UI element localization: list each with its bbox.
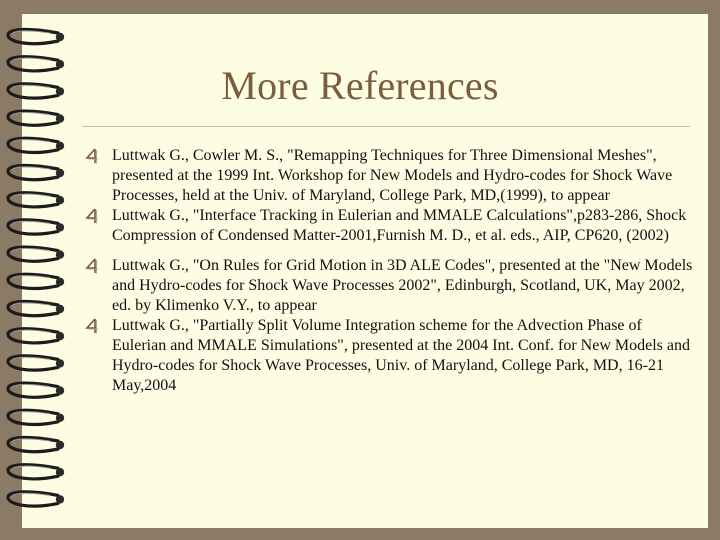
- reference-text: Luttwak G., Cowler M. S., "Remapping Techniques for Three Dimensional Meshes", presented at the 1999 Int. Workshop for New Models and Hydro-codes for Shock Wave Processes, held at the Univ. of Maryland, College Park, MD,(1999), to appear: [112, 147, 673, 204]
- reference-item: [84, 206, 696, 246]
- spiral-ring: [8, 29, 64, 43]
- slide-title: More References: [221, 63, 499, 108]
- spiral-ring: [8, 165, 64, 179]
- reference-item: [84, 256, 696, 316]
- reference-text: Luttwak G., "Interface Tracking in Eulerian and MMALE Calculations",p283-286, Shock Compression of Condensed Matter-2001,Furnish M. D., et al. eds., AIP, CP620, (2002): [112, 207, 687, 244]
- spiral-ring: [8, 193, 64, 207]
- bullet-icon: [84, 207, 102, 225]
- spiral-ring: [8, 111, 64, 125]
- spiral-ring: [8, 247, 64, 261]
- spiral-ring: [8, 329, 64, 343]
- bullet-icon: [84, 147, 102, 165]
- reference-text: Luttwak G., "Partially Split Volume Integration scheme for the Advection Phase of Eulerian and MMALE Simulations", presented at the 2004 Int. Conf. for New Models and Hydro-codes for Shock Wave Processes, Univ. of Maryland, College Park, MD, 16-21 May,2004: [112, 317, 690, 394]
- reference-list: [84, 146, 696, 396]
- title-divider: [82, 126, 690, 127]
- spiral-ring: [8, 410, 64, 424]
- spiral-ring: [8, 383, 64, 397]
- reference-item: [84, 146, 696, 206]
- spiral-ring: [8, 465, 64, 479]
- spiral-ring: [8, 301, 64, 315]
- spiral-ring: [8, 437, 64, 451]
- spiral-ring: [8, 274, 64, 288]
- spiral-ring: [8, 220, 64, 234]
- spiral-ring: [8, 356, 64, 370]
- reference-item: [84, 316, 696, 396]
- bullet-icon: [84, 257, 102, 275]
- reference-text: Luttwak G., "On Rules for Grid Motion in 3D ALE Codes", presented at the "New Models and Hydro-codes for Shock Wave Processes 2002", Edinburgh, Scotland, UK, May 2002, ed. by Klimenko V.Y., to appear: [112, 257, 693, 314]
- spiral-ring: [8, 492, 64, 506]
- spiral-ring: [8, 138, 64, 152]
- bullet-icon: [84, 317, 102, 335]
